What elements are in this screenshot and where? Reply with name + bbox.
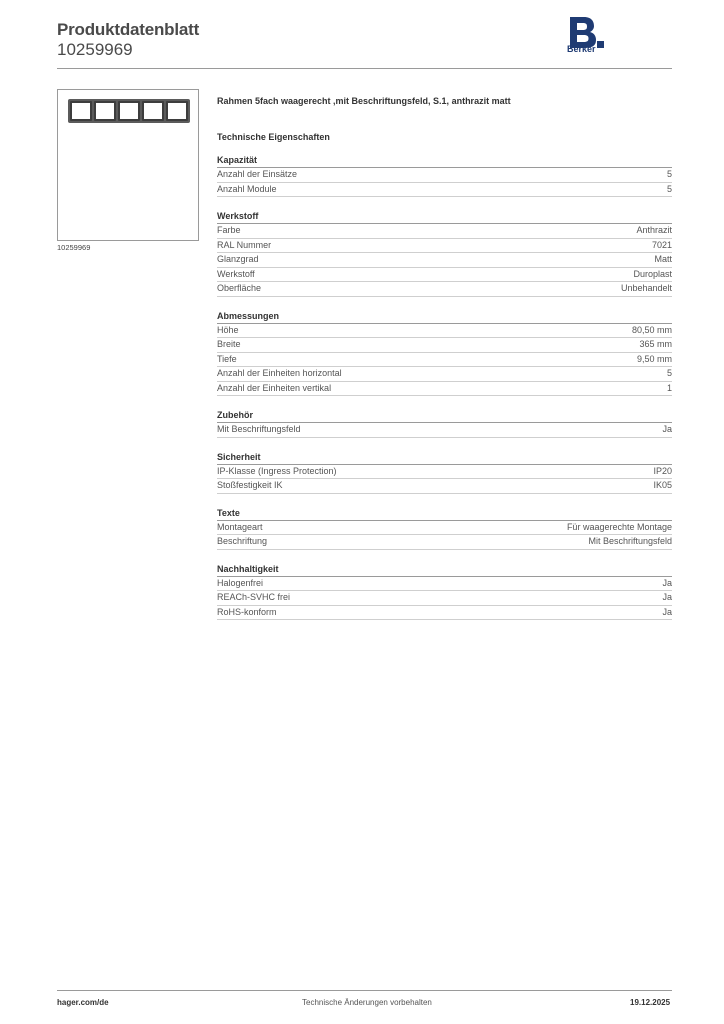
footer-note: Technische Änderungen vorbehalten <box>302 998 432 1007</box>
spec-row <box>217 577 672 592</box>
spec-label: Beschriftung <box>217 536 268 546</box>
spec-label: Farbe <box>217 225 241 235</box>
frame-cell <box>94 101 116 121</box>
spec-row <box>217 479 672 494</box>
spec-value: 7021 <box>651 239 672 250</box>
page-header <box>57 20 199 60</box>
spec-section <box>217 155 672 197</box>
spec-row <box>217 423 672 438</box>
spec-section <box>217 452 672 494</box>
frame-cell <box>142 101 164 121</box>
section-title: Werkstoff <box>217 211 672 224</box>
spec-value: Ja <box>662 592 672 602</box>
spec-value: Matt <box>654 254 672 264</box>
product-image <box>57 89 199 241</box>
spec-section <box>217 410 672 438</box>
spec-label: IP-Klasse (Ingress Protection) <box>217 465 337 476</box>
tech-heading: Technische Eigenschaften <box>217 132 330 142</box>
frame-cell <box>70 101 92 121</box>
spec-row <box>217 268 672 283</box>
frame-cell <box>118 101 140 121</box>
spec-value: 5 <box>666 368 672 378</box>
footer-date: 19.12.2025 <box>630 998 671 1007</box>
spec-row <box>217 183 672 198</box>
spec-row <box>217 353 672 368</box>
spec-label: Montageart <box>217 521 263 532</box>
spec-value: Mit Beschriftungsfeld <box>588 536 672 546</box>
section-title: Zubehör <box>217 410 672 423</box>
section-title: Texte <box>217 508 672 521</box>
product-name: Rahmen 5fach waagerecht ,mit Beschriftungsfeld, S.1, anthrazit matt <box>217 96 511 106</box>
spec-label: Werkstoff <box>217 268 255 279</box>
spec-row <box>217 382 672 397</box>
spec-value: 80,50 mm <box>631 324 672 335</box>
spec-label: Tiefe <box>217 353 237 364</box>
spec-label: Glanzgrad <box>217 254 259 264</box>
logo-wordmark: Berker <box>567 44 596 54</box>
spec-value: IP20 <box>653 465 672 476</box>
spec-value: Ja <box>662 424 672 434</box>
spec-row <box>217 324 672 339</box>
section-title: Abmessungen <box>217 311 672 324</box>
spec-row <box>217 282 672 297</box>
spec-value: Duroplast <box>633 268 672 279</box>
footer-website: hager.com/de <box>57 998 109 1007</box>
spec-label: Mit Beschriftungsfeld <box>217 424 301 434</box>
spec-section <box>217 564 672 621</box>
spec-section <box>217 311 672 397</box>
footer-divider <box>57 990 672 991</box>
spec-value: Unbehandelt <box>620 283 672 293</box>
spec-label: Anzahl der Einheiten horizontal <box>217 368 342 378</box>
image-caption: 10259969 <box>57 243 91 252</box>
spec-row <box>217 465 672 480</box>
header-divider <box>57 68 672 69</box>
spec-label: REACh-SVHC frei <box>217 592 291 602</box>
spec-value: IK05 <box>653 480 672 490</box>
frame-illustration <box>68 99 190 123</box>
spec-value: 5 <box>666 169 672 179</box>
section-title: Kapazität <box>217 155 672 168</box>
spec-row <box>217 224 672 239</box>
spec-value: 9,50 mm <box>636 353 672 364</box>
spec-value: Für waagerechte Montage <box>566 521 672 532</box>
page-title: Produktdatenblatt <box>57 20 200 39</box>
spec-label: RAL Nummer <box>217 239 272 250</box>
spec-sections <box>217 155 672 620</box>
spec-row <box>217 521 672 536</box>
spec-value: Anthrazit <box>636 225 672 235</box>
spec-row <box>217 535 672 550</box>
spec-row <box>217 606 672 621</box>
spec-label: Anzahl der Einsätze <box>217 169 298 179</box>
spec-label: Stoßfestigkeit IK <box>217 480 283 490</box>
spec-value: Ja <box>662 606 672 617</box>
spec-section <box>217 508 672 550</box>
spec-value: Ja <box>662 577 672 588</box>
spec-value: 5 <box>666 183 672 194</box>
spec-row <box>217 367 672 382</box>
spec-content <box>217 96 672 620</box>
spec-label: Breite <box>217 339 241 349</box>
frame-cell <box>166 101 188 121</box>
spec-row <box>217 239 672 254</box>
spec-label: RoHS-konform <box>217 606 277 617</box>
spec-label: Anzahl der Einheiten vertikal <box>217 382 332 393</box>
spec-value: 365 mm <box>639 339 672 349</box>
spec-label: Halogenfrei <box>217 577 264 588</box>
spec-label: Anzahl Module <box>217 183 277 194</box>
section-title: Sicherheit <box>217 452 672 465</box>
spec-label: Höhe <box>217 324 239 335</box>
article-number: 10259969 <box>57 40 133 59</box>
spec-row <box>217 253 672 268</box>
spec-section <box>217 211 672 297</box>
spec-label: Oberfläche <box>217 283 262 293</box>
spec-row <box>217 168 672 183</box>
spec-row <box>217 338 672 353</box>
spec-row <box>217 591 672 606</box>
section-title: Nachhaltigkeit <box>217 564 672 577</box>
spec-value: 1 <box>666 382 672 393</box>
